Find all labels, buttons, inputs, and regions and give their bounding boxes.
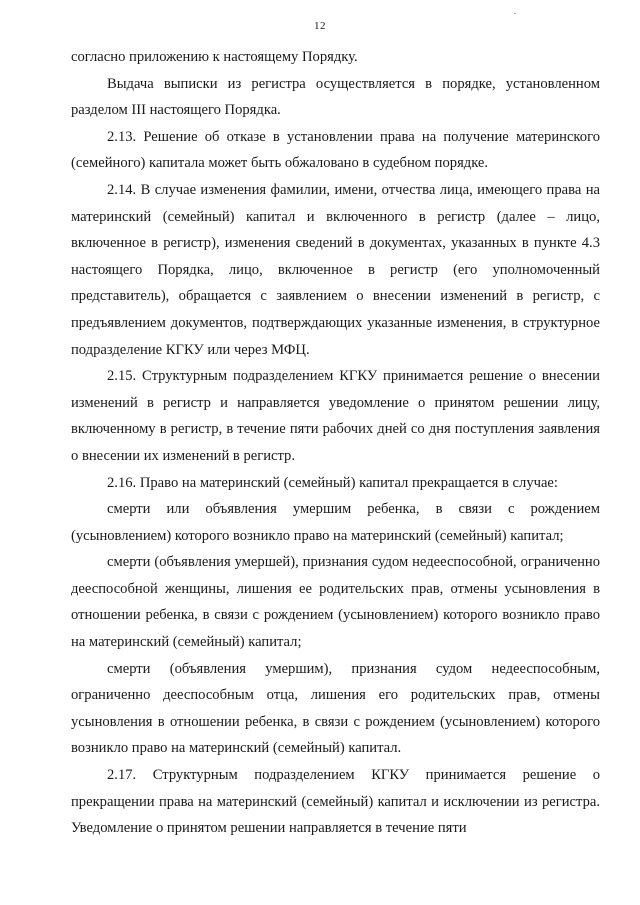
- paragraph-2-13: 2.13. Решение об отказе в установлении права на получение материнского (семейного) капитала может быть обжаловано в судебном порядке.: [71, 128, 600, 172]
- page-number: 12: [314, 20, 326, 32]
- paragraph-2-16-item-child: смерти или объявления умершим ребенка, в связи с рождением (усыновлением) которого возникло право на материнский (семейный) капитал;: [71, 501, 600, 544]
- scan-mark: .: [513, 6, 516, 16]
- paragraph-continuation: согласно приложению к настоящему Порядку.: [71, 49, 358, 65]
- paragraph-2-14: 2.14. В случае изменения фамилии, имени, отчества лица, имеющего права на материнский (семейный) капитал и включенного в регистр (далее – лицо, включенное в регистр), изменения сведений в документах, указанных в пункте 4.3 настоящего Порядка, лицо, включенное в регистр (его уполномоченный представитель), обращается с заявлением о внесении изменений в регистр, с предъявлением документов, подтверждающих указанные изменения, в структурное подразделение КГКУ или через МФЦ.: [71, 181, 600, 358]
- paragraph-2-16: 2.16. Право на материнский (семейный) капитал прекращается в случае:: [107, 474, 558, 491]
- paragraph-2-15: 2.15. Структурным подразделением КГКУ принимается решение о внесении изменений в регистр и направляется уведомление о принятом решении лицу, включенному в регистр, в течение пяти рабочих дней со дня поступления заявления о внесении их изменений в регистр.: [71, 368, 600, 464]
- paragraph-2-16-item-father: смерти (объявления умершим), признания судом недееспособным, ограниченно дееспособным отца, лишения его родительских прав, отмены усыновления в отношении ребенка, в связи с рождением (усыновлением) которого возникло право на материнский (семейный) капитал.: [71, 660, 600, 757]
- document-body: [71, 44, 600, 842]
- paragraph-2-17: 2.17. Структурным подразделением КГКУ принимается решение о прекращении права на материнский (семейный) капитал и исключении из регистра. Уведомление о принятом решении направляется в течение пяти: [71, 767, 600, 837]
- paragraph-2-16-item-mother: смерти (объявления умершей), признания судом недееспособной, ограниченно дееспособной женщины, лишения ее родительских прав, отмены усыновления в отношении ребенка, в связи с рождением (усыновлением) которого возникло право на материнский (семейный) капитал;: [71, 554, 600, 651]
- paragraph-extract-issuance: Выдача выписки из регистра осуществляется в порядке, установленном разделом III настоящего Порядка.: [71, 75, 600, 119]
